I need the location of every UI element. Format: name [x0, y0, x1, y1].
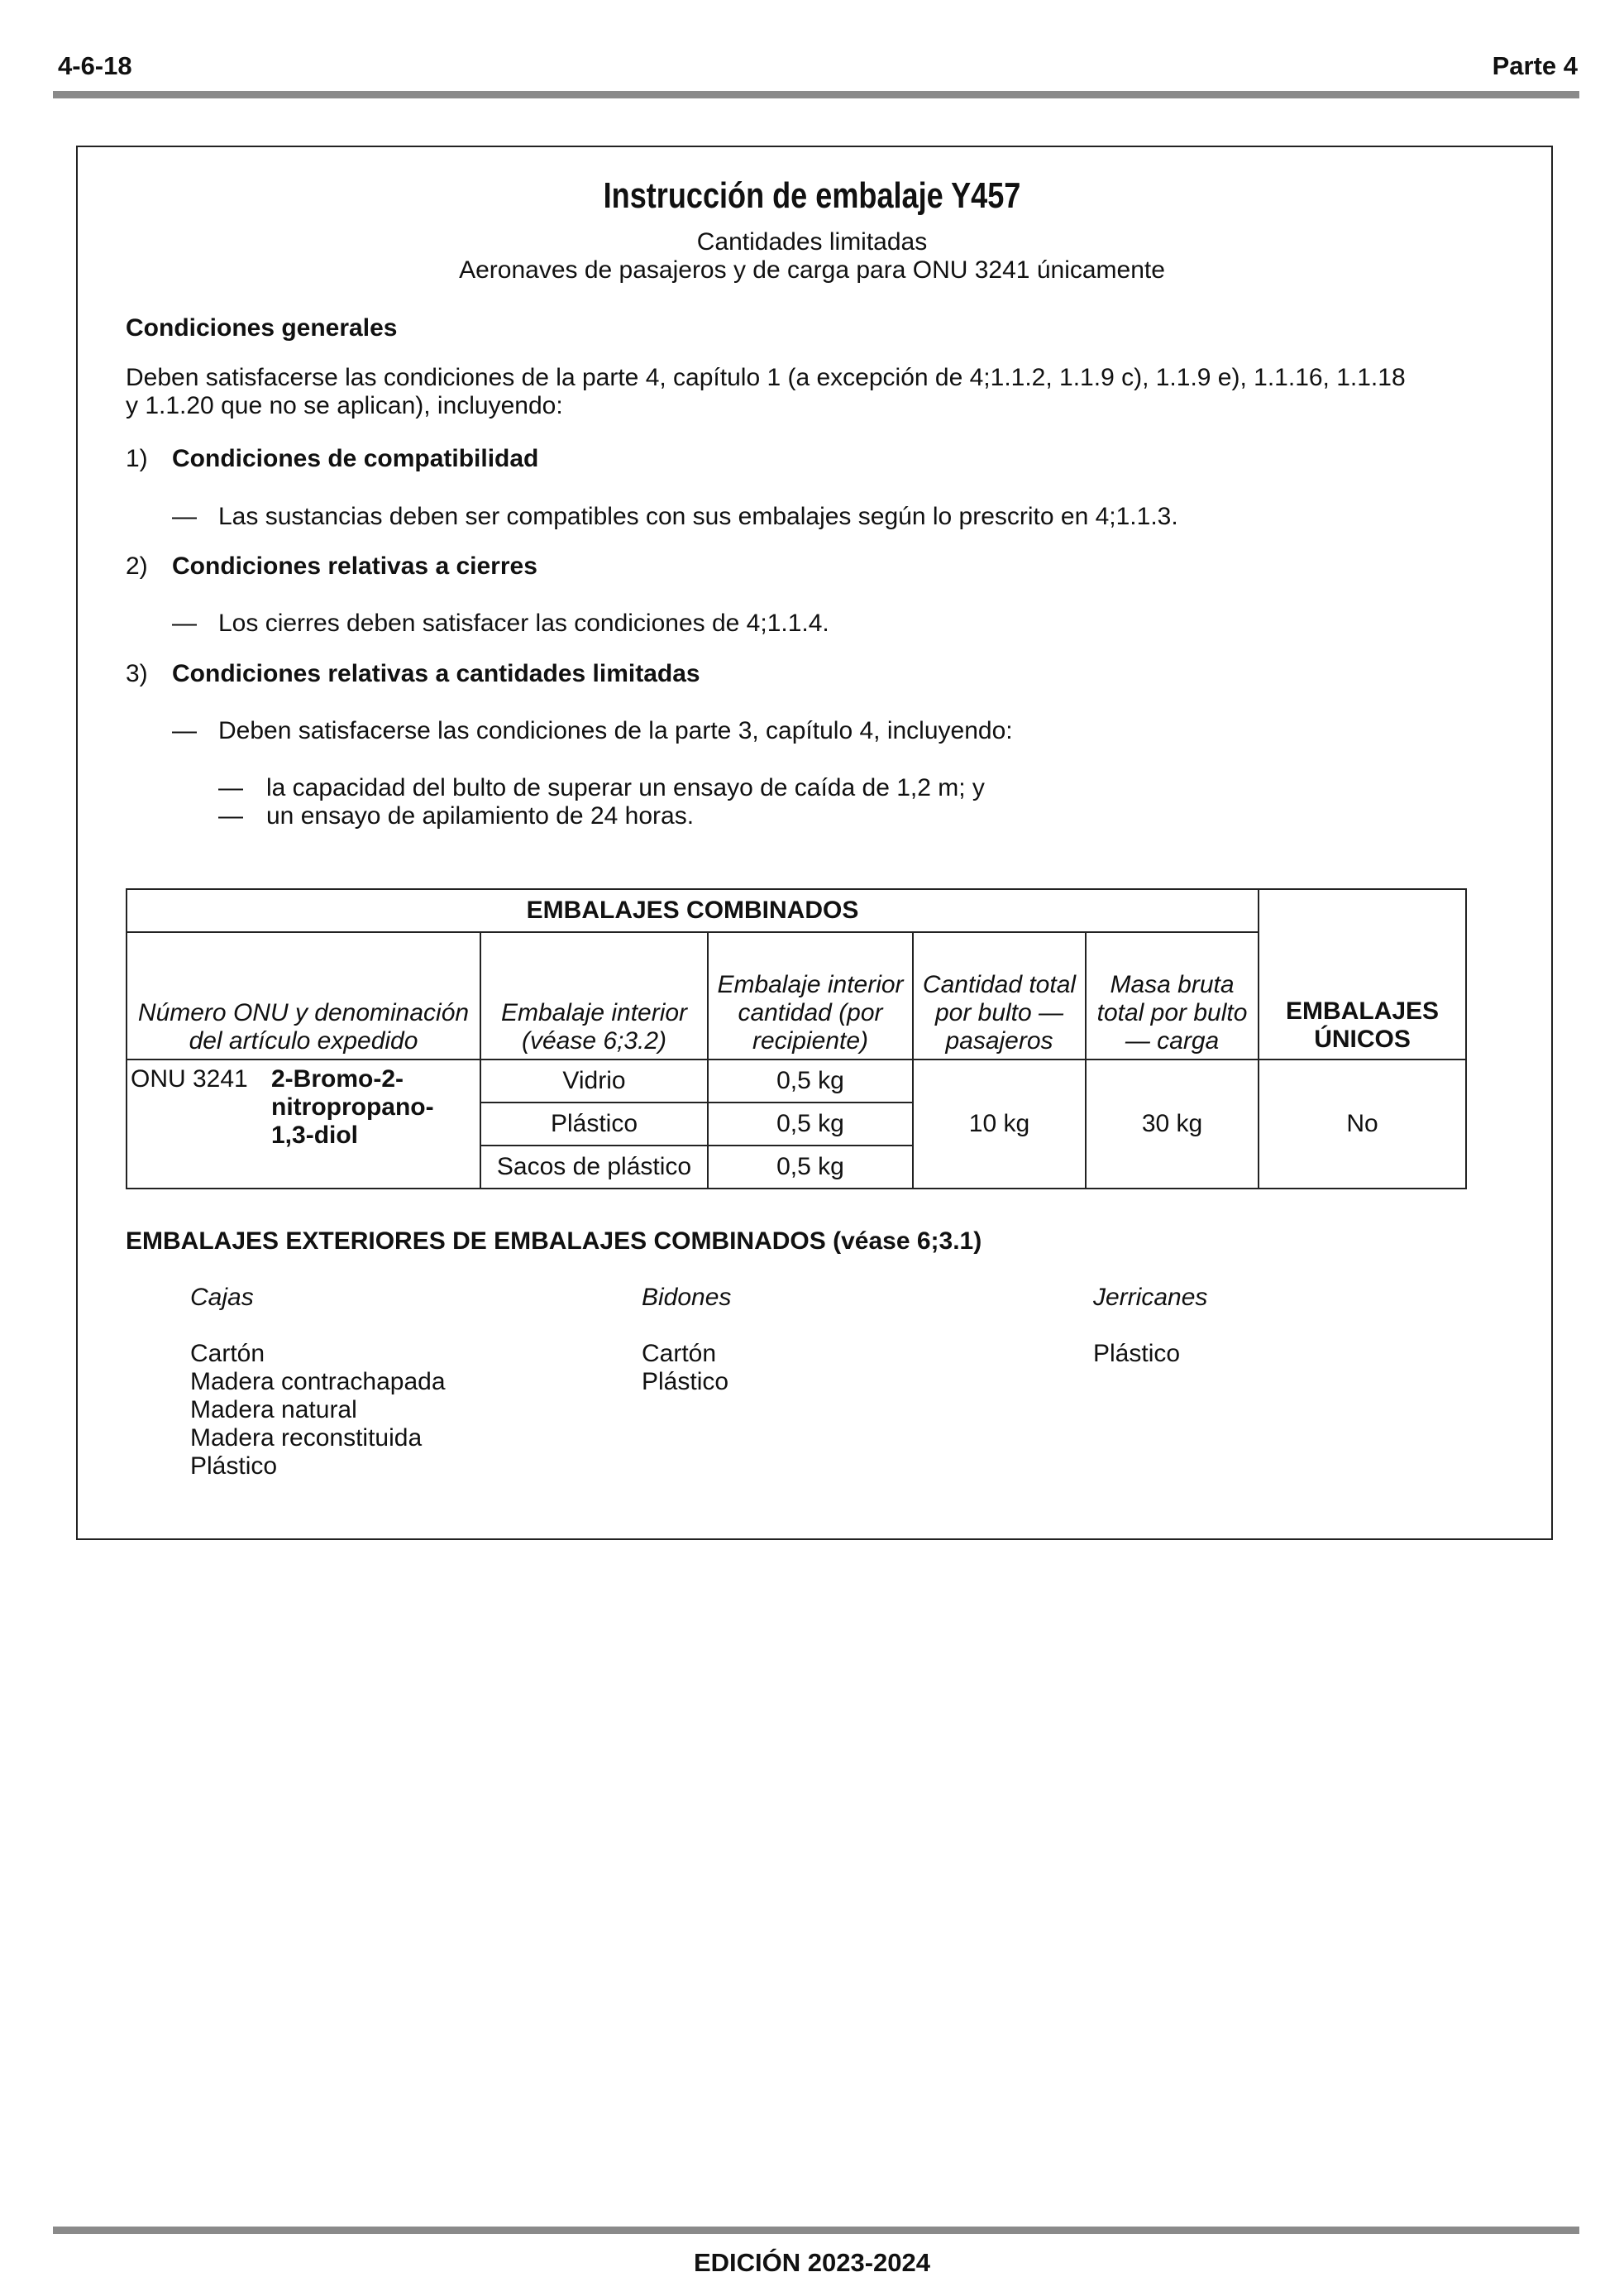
limited-quantities-text: Deben satisfacerse las condiciones de la parte 3, capítulo 4, incluyendo: — [218, 717, 1013, 744]
list-item: Madera contrachapada — [190, 1368, 446, 1395]
outer-column-title: Cajas — [190, 1284, 254, 1311]
col-header-inner-quantity: Embalaje interior cantidad (por recipiente) — [708, 932, 913, 1060]
inner-packaging: Vidrio — [480, 1060, 708, 1103]
list-item: Plástico — [190, 1452, 278, 1480]
general-conditions-line-1: Deben satisfacerse las condiciones de la parte 4, capítulo 1 (a excepción de 4;1.1.2, 1.1.9 c), 1.1.9 e), 1.1.16, 1.1.18 — [126, 364, 1406, 391]
list-item: Plástico — [642, 1368, 729, 1395]
col-header-cargo-mass: Masa bruta total por bulto — carga — [1086, 932, 1259, 1060]
un-entry-cell — [127, 1060, 480, 1189]
list-item: Cartón — [642, 1340, 717, 1367]
header-rule — [53, 91, 1579, 98]
passenger-quantity: 10 kg — [913, 1060, 1086, 1189]
drop-test-text: la capacidad del bulto de superar un ensayo de caída de 1,2 m; y — [266, 774, 985, 801]
col-header-passenger-quantity: Cantidad total por bulto — pasajeros — [913, 932, 1086, 1060]
dash: — — [218, 774, 243, 801]
subtitle-limited-quantities: Cantidades limitadas — [696, 228, 928, 256]
footer-rule — [53, 2227, 1579, 2234]
table-row — [127, 1060, 1466, 1103]
part-label: Parte 4 — [1492, 51, 1578, 80]
stacking-test-text: un ensayo de apilamiento de 24 horas. — [266, 802, 695, 830]
inner-quantity: 0,5 kg — [708, 1146, 913, 1189]
dash: — — [172, 503, 197, 530]
single-packagings-header: EMBALAJES ÚNICOS — [1259, 889, 1466, 1060]
dash: — — [172, 610, 197, 637]
single-packagings-value: No — [1259, 1060, 1466, 1189]
edition-footer: EDICIÓN 2023-2024 — [693, 2248, 931, 2277]
item-number: 1) — [126, 445, 148, 472]
item-number: 2) — [126, 552, 148, 580]
compatibility-text: Las sustancias deben ser compatibles con sus embalajes según lo prescrito en 4;1.1.3. — [218, 503, 1178, 530]
general-conditions-heading: Condiciones generales — [126, 314, 398, 342]
inner-quantity: 0,5 kg — [708, 1060, 913, 1103]
instruction-title: Instrucción de embalaje Y457 — [603, 175, 1021, 216]
instruction-frame — [76, 146, 1553, 1540]
closures-heading: Condiciones relativas a cierres — [172, 552, 537, 580]
inner-packaging: Sacos de plástico — [480, 1146, 708, 1189]
page-number: 4-6-18 — [58, 51, 132, 80]
shipping-name: 2-Bromo-2-nitropropano-1,3-diol — [271, 1065, 434, 1149]
subtitle-aircraft: Aeronaves de pasajeros y de carga para ONU 3241 únicamente — [459, 256, 1165, 284]
closures-text: Los cierres deben satisfacer las condiciones de 4;1.1.4. — [218, 610, 829, 637]
un-number: ONU 3241 — [131, 1065, 248, 1093]
combined-packagings-header: EMBALAJES COMBINADOS — [127, 889, 1259, 932]
col-header-inner-packaging: Embalaje interior (véase 6;3.2) — [480, 932, 708, 1060]
cargo-mass: 30 kg — [1086, 1060, 1259, 1189]
outer-column-title: Bidones — [642, 1284, 732, 1311]
inner-packaging: Plástico — [480, 1103, 708, 1146]
list-item: Madera natural — [190, 1396, 357, 1423]
outer-column-title: Jerricanes — [1093, 1284, 1208, 1311]
dash: — — [172, 717, 197, 744]
col-header-un-number: Número ONU y denominación del artículo expedido — [127, 932, 480, 1060]
compatibility-heading: Condiciones de compatibilidad — [172, 445, 539, 472]
dash: — — [218, 802, 243, 830]
packaging-table — [126, 888, 1467, 1189]
list-item: Plástico — [1093, 1340, 1181, 1367]
item-number: 3) — [126, 660, 148, 687]
general-conditions-line-2: y 1.1.20 que no se aplican), incluyendo: — [126, 392, 563, 419]
list-item: Madera reconstituida — [190, 1424, 423, 1452]
inner-quantity: 0,5 kg — [708, 1103, 913, 1146]
limited-quantities-heading: Condiciones relativas a cantidades limitadas — [172, 660, 700, 687]
outer-packagings-heading: EMBALAJES EXTERIORES DE EMBALAJES COMBINADOS (véase 6;3.1) — [126, 1227, 982, 1255]
list-item: Cartón — [190, 1340, 265, 1367]
